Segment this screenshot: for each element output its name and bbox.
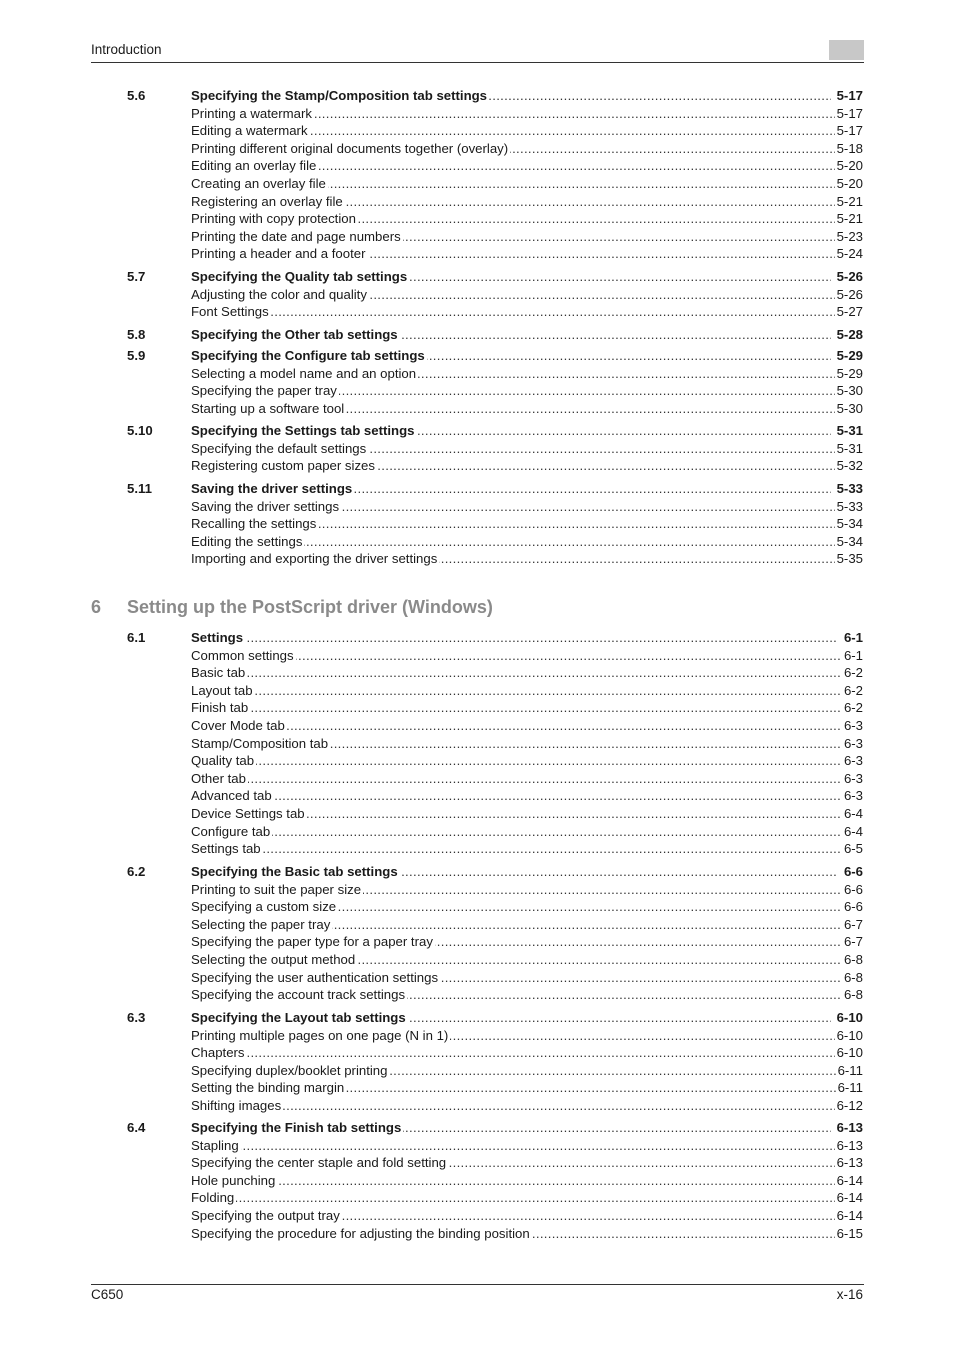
section-number: 6.1 [127,630,146,645]
entry-title: Printing a header and a footer [191,246,366,262]
toc-entry[interactable] [0,1079,954,1097]
toc-entry[interactable] [0,382,954,400]
section-page: 5-31 [831,422,863,440]
section-title: Specifying the Basic tab settings [191,864,398,879]
header-rule [91,62,864,63]
entry-title: Printing the date and page numbers [191,228,401,244]
toc-entry[interactable] [0,193,954,211]
section-number: 5.9 [127,348,146,363]
toc-leader-line [191,498,863,516]
entry-page: 5-23 [836,228,863,244]
toc-entry[interactable] [0,1154,954,1172]
toc-section-heading[interactable] [0,326,954,344]
toc-entry[interactable] [0,286,954,304]
entry-page: 6-13 [836,1155,863,1171]
section-number: 5.10 [127,423,153,438]
toc-leader-line [191,898,863,916]
section-page: 6-1 [838,629,863,647]
entry-page: 5-26 [836,286,863,302]
toc-section-heading[interactable] [0,863,954,881]
entry-title: Specifying the procedure for adjusting the binding position [191,1225,530,1241]
toc-leader-line [191,268,863,286]
entry-page: 5-17 [836,105,863,121]
entry-page: 5-27 [836,304,863,320]
toc-entry[interactable] [0,303,954,321]
toc-leader-line [191,175,863,193]
toc-entry[interactable] [0,157,954,175]
entry-title: Stamp/Composition tab [191,735,329,751]
toc-leader-line [191,717,863,735]
entry-title: Cover Mode tab [191,717,285,733]
toc-section [0,422,954,475]
toc-entry[interactable] [0,823,954,841]
entry-page: 6-7 [843,916,863,932]
toc-entry[interactable] [0,770,954,788]
entry-page: 6-4 [843,823,863,839]
entry-page: 5-35 [836,551,863,567]
entry-page: 6-3 [843,753,863,769]
toc-entry[interactable] [0,916,954,934]
toc-leader-line [191,87,863,105]
toc-section-heading[interactable] [0,1009,954,1027]
section-number: 5.6 [127,88,146,103]
toc-entry[interactable] [0,664,954,682]
toc-leader-line [191,228,863,246]
toc-entry[interactable] [0,717,954,735]
entry-title: Importing and exporting the driver settings [191,551,438,567]
toc-leader-line [191,770,863,788]
entry-title: Specifying the paper type for a paper tray [191,934,433,950]
header-title: Introduction [91,42,162,57]
toc-entry[interactable] [0,1189,954,1207]
toc-entry[interactable] [0,515,954,533]
section-title: Specifying the Layout tab settings [191,1010,406,1025]
toc-leader-line [191,629,863,647]
toc-entry[interactable] [0,933,954,951]
entry-page: 6-10 [836,1027,863,1043]
toc-leader-line [191,1097,863,1115]
toc-entry[interactable] [0,969,954,987]
toc-entry[interactable] [0,140,954,158]
section-page: 6-6 [838,863,863,881]
section-page: 5-33 [831,480,863,498]
toc-entry[interactable] [0,228,954,246]
toc-leader-line [191,422,863,440]
toc-leader-line [191,1172,863,1190]
toc-leader-line [191,916,863,934]
entry-page: 5-33 [836,498,863,514]
toc-entry[interactable] [0,245,954,263]
entry-page: 5-29 [836,365,863,381]
toc-leader-line [191,193,863,211]
toc-leader-line [191,245,863,263]
toc-leader-line [191,122,863,140]
toc-section [0,1119,954,1242]
entry-title: Shifting images [191,1097,282,1113]
toc-entry[interactable] [0,105,954,123]
toc-leader-line [191,682,863,700]
toc-leader-line [191,347,863,365]
toc-leader-line [191,105,863,123]
entry-title: Printing a watermark [191,105,312,121]
entry-page: 6-12 [836,1097,863,1113]
toc-entry[interactable] [0,752,954,770]
toc-leader-line [191,823,863,841]
entry-title: Common settings [191,647,294,663]
entry-page: 6-10 [836,1045,863,1061]
toc-leader-line [191,326,863,344]
toc-leader-line [191,480,863,498]
entry-title: Selecting the output method [191,951,356,967]
entry-page: 6-14 [836,1207,863,1223]
section-number: 5.8 [127,327,146,342]
toc-entry[interactable] [0,647,954,665]
entry-page: 6-2 [843,665,863,681]
entry-title: Editing the settings [191,533,303,549]
toc-leader-line [191,1119,863,1137]
entry-page: 6-8 [843,969,863,985]
entry-title: Font Settings [191,304,269,320]
section-page: 6-10 [831,1009,863,1027]
entry-title: Configure tab [191,823,271,839]
entry-title: Specifying a custom size [191,899,337,915]
entry-title: Basic tab [191,665,246,681]
entry-title: Printing with copy protection [191,211,356,227]
entry-title: Hole punching [191,1172,276,1188]
section-page: 5-29 [831,347,863,365]
entry-page: 6-2 [843,682,863,698]
entry-page: 6-4 [843,805,863,821]
section-title: Specifying the Stamp/Composition tab settings [191,88,488,103]
toc-entry[interactable] [0,440,954,458]
entry-title: Quality tab [191,753,255,769]
toc-entry[interactable] [0,699,954,717]
entry-title: Finish tab [191,700,249,716]
toc-leader-line [191,515,863,533]
entry-title: Printing multiple pages on one page (N in 1) [191,1027,449,1043]
entry-page: 6-5 [843,841,863,857]
section-title: Settings [191,630,244,645]
section-page: 6-13 [831,1119,863,1137]
toc-section [0,480,954,568]
footer-page-number: x-16 [836,1287,863,1302]
toc-entry[interactable] [0,1207,954,1225]
entry-page: 5-34 [836,533,863,549]
page-header [91,40,864,64]
toc-entry[interactable] [0,951,954,969]
entry-page: 5-17 [836,123,863,139]
toc-section [0,326,954,344]
entry-page: 5-20 [836,158,863,174]
toc-leader-line [191,1225,863,1243]
entry-title: Specifying the paper tray [191,383,337,399]
entry-page: 6-14 [836,1190,863,1206]
entry-title: Specifying the account track settings [191,987,406,1003]
entry-title: Advanced tab [191,788,272,804]
entry-title: Printing to suit the paper size [191,881,362,897]
entry-title: Registering an overlay file [191,193,343,209]
entry-page: 5-31 [836,440,863,456]
entry-page: 6-11 [837,1062,863,1078]
toc-entry[interactable] [0,1044,954,1062]
entry-title: Selecting the paper tray [191,916,331,932]
toc-leader-line [191,881,863,899]
entry-page: 5-21 [836,193,863,209]
toc-entry[interactable] [0,1062,954,1080]
toc-leader-line [191,1027,863,1045]
toc-entry[interactable] [0,210,954,228]
entry-page: 6-6 [843,881,863,897]
entry-title: Editing an overlay file [191,158,317,174]
chapter-title: Setting up the PostScript driver (Windows) [127,597,493,617]
entry-page: 5-34 [836,516,863,532]
section-title: Specifying the Other tab settings [191,327,398,342]
toc-leader-line [191,1079,863,1097]
toc-leader-line [191,1207,863,1225]
toc-entry[interactable] [0,550,954,568]
toc-leader-line [191,1062,863,1080]
entry-page: 6-8 [843,951,863,967]
section-number: 5.7 [127,269,146,284]
toc-entry[interactable] [0,533,954,551]
entry-title: Device Settings tab [191,805,305,821]
toc-leader-line [191,400,863,418]
section-title: Specifying the Finish tab settings [191,1120,402,1135]
section-title: Specifying the Quality tab settings [191,269,408,284]
section-number: 6.3 [127,1010,146,1025]
entry-title: Specifying the default settings [191,440,367,456]
toc-leader-line [191,1154,863,1172]
section-page: 5-26 [831,268,863,286]
toc-entry[interactable] [0,1027,954,1045]
entry-page: 6-7 [843,934,863,950]
section-number: 6.2 [127,864,146,879]
toc-entry[interactable] [0,898,954,916]
entry-page: 6-2 [843,700,863,716]
toc-leader-line [191,550,863,568]
toc-section [0,268,954,321]
toc-section [0,863,954,1004]
toc-leader-line [191,457,863,475]
toc-leader-line [191,440,863,458]
toc-leader-line [191,1044,863,1062]
toc-entry[interactable] [0,498,954,516]
entry-title: Recalling the settings [191,516,317,532]
section-title: Specifying the Configure tab settings [191,348,425,363]
entry-title: Folding [191,1190,235,1206]
entry-page: 5-30 [836,383,863,399]
toc-section-heading[interactable] [0,347,954,365]
section-number: 5.11 [127,481,152,496]
entry-title: Specifying the center staple and fold setting [191,1155,447,1171]
entry-page: 5-21 [836,211,863,227]
toc-leader-line [191,1009,863,1027]
entry-title: Setting the binding margin [191,1080,345,1096]
toc-leader-line [191,1189,863,1207]
toc-leader-line [191,210,863,228]
toc-section [0,1009,954,1115]
entry-title: Specifying the output tray [191,1207,340,1223]
toc-entry[interactable] [0,735,954,753]
entry-title: Starting up a software tool [191,400,345,416]
toc-entry[interactable] [0,365,954,383]
toc-leader-line [191,647,863,665]
entry-title: Adjusting the color and quality [191,286,367,302]
entry-title: Registering custom paper sizes [191,458,375,474]
entry-page: 6-15 [836,1225,863,1241]
toc-entry[interactable] [0,122,954,140]
entry-title: Selecting a model name and an option [191,365,417,381]
toc-entry[interactable] [0,881,954,899]
entry-title: Printing different original documents together (overlay) [191,140,509,156]
toc-section [0,629,954,858]
toc-entry[interactable] [0,1172,954,1190]
section-page: 5-17 [831,87,863,105]
entry-page: 6-3 [843,770,863,786]
toc-entry[interactable] [0,1097,954,1115]
entry-page: 6-1 [843,647,863,663]
toc-leader-line [191,805,863,823]
toc-section-heading[interactable] [0,268,954,286]
toc-leader-line [191,933,863,951]
section-page: 5-28 [831,326,863,344]
header-tab-marker [829,40,864,60]
entry-title: Chapters [191,1045,245,1061]
toc-entry[interactable] [0,457,954,475]
toc-leader-line [191,986,863,1004]
toc-section [0,87,954,263]
entry-page: 6-11 [837,1080,863,1096]
footer-model: C650 [91,1287,124,1302]
toc-entry[interactable] [0,986,954,1004]
entry-title: Stapling [191,1137,239,1153]
entry-page: 5-20 [836,175,863,191]
entry-page: 6-13 [836,1137,863,1153]
chapter-number: 6 [91,597,102,617]
toc-entry[interactable] [0,400,954,418]
toc-leader-line [191,969,863,987]
toc-section-heading[interactable] [0,629,954,647]
toc-leader-line [191,286,863,304]
toc-leader-line [191,140,863,158]
toc-section-heading[interactable] [0,422,954,440]
toc-leader-line [191,752,863,770]
entry-title: Creating an overlay file [191,175,326,191]
toc-leader-line [191,382,863,400]
section-title: Saving the driver settings [191,481,353,496]
toc-leader-line [191,951,863,969]
toc-leader-line [191,787,863,805]
toc-entry[interactable] [0,840,954,858]
entry-title: Specifying the user authentication settings [191,969,439,985]
toc-leader-line [191,157,863,175]
toc-leader-line [191,840,863,858]
entry-page: 5-30 [836,400,863,416]
entry-page: 5-18 [836,140,863,156]
toc-leader-line [191,699,863,717]
toc-leader-line [191,365,863,383]
entry-page: 6-8 [843,987,863,1003]
entry-title: Specifying duplex/booklet printing [191,1062,388,1078]
entry-title: Editing a watermark [191,123,308,139]
toc-leader-line [191,735,863,753]
toc-entry[interactable] [0,175,954,193]
entry-title: Saving the driver settings [191,498,340,514]
entry-page: 5-32 [836,458,863,474]
toc-section-heading[interactable] [0,1119,954,1137]
toc-section-heading[interactable] [0,87,954,105]
entry-title: Layout tab [191,682,253,698]
entry-title: Other tab [191,770,246,786]
section-title: Specifying the Settings tab settings [191,423,415,438]
entry-page: 6-14 [836,1172,863,1188]
toc-leader-line [191,664,863,682]
entry-page: 6-6 [843,899,863,915]
footer-rule [91,1284,864,1285]
entry-title: Settings tab [191,841,261,857]
toc-entry[interactable] [0,787,954,805]
chapter-heading [91,597,493,618]
toc-leader-line [191,1137,863,1155]
entry-page: 6-3 [843,717,863,733]
section-number: 6.4 [127,1120,146,1135]
toc-section [0,347,954,417]
toc-entry[interactable] [0,1137,954,1155]
entry-page: 6-3 [843,735,863,751]
toc-section-heading[interactable] [0,480,954,498]
toc-entry[interactable] [0,805,954,823]
toc-entry[interactable] [0,682,954,700]
toc-leader-line [191,303,863,321]
entry-page: 6-3 [843,788,863,804]
entry-page: 5-24 [836,246,863,262]
toc-leader-line [191,533,863,551]
toc-leader-line [191,863,863,881]
toc-entry[interactable] [0,1225,954,1243]
